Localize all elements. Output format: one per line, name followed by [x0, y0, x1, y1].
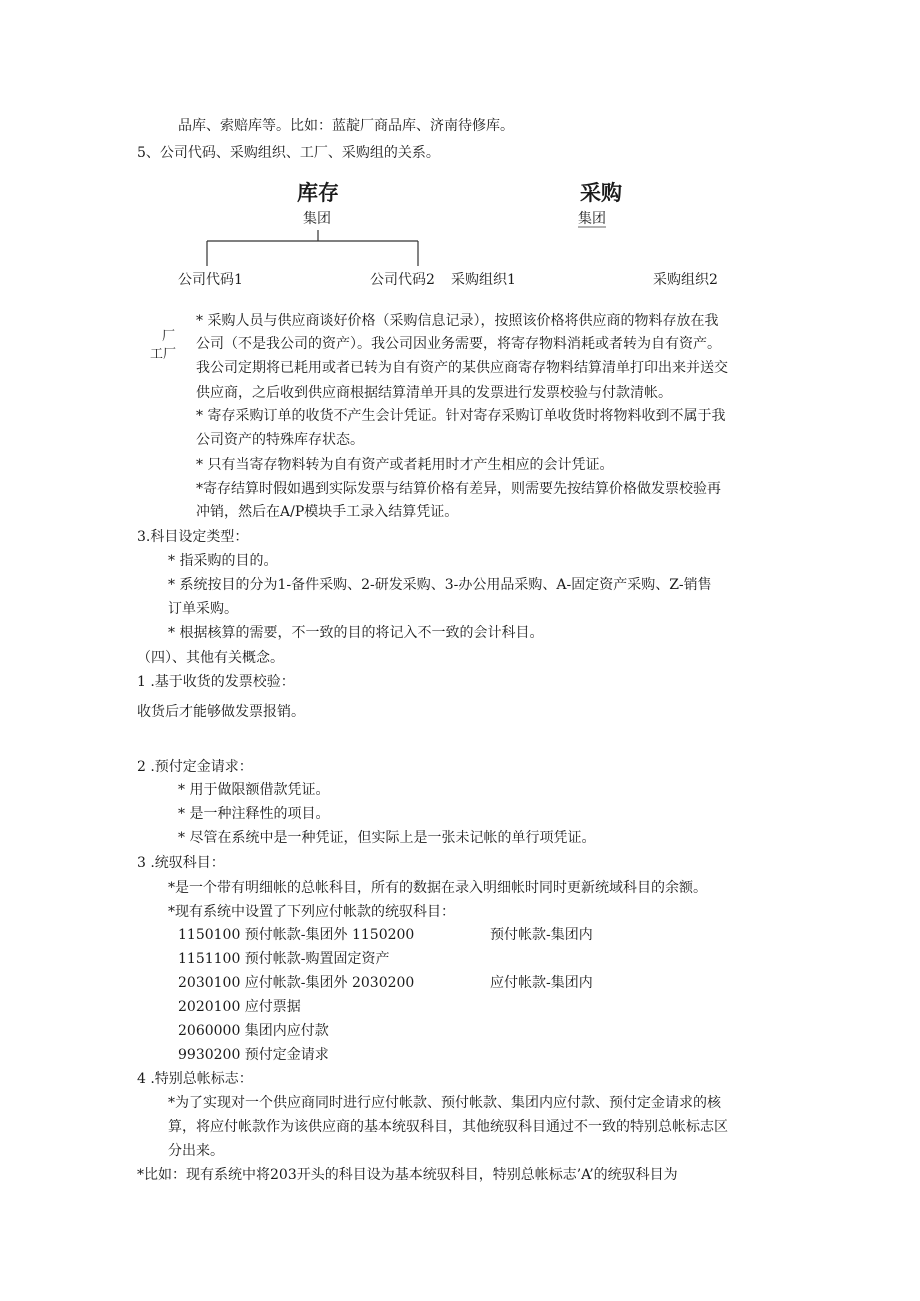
text-line: *寄存结算时假如遇到实际发票与结算价格有差异，则需要先按结算价格做发票校验再	[196, 481, 721, 497]
diagram-node-purch-org-1: 采购组织1	[451, 272, 516, 288]
text-line: * 寄存采购订单的收货不产生会计凭证。针对寄存采购订单收货时将物料收到不属于我	[196, 408, 726, 424]
account-row: 应付帐款-集团内	[490, 975, 593, 991]
account-row: 预付帐款-集团内	[490, 927, 593, 943]
bullet-item: * 尽管在系统中是一种凭证，但实际上是一张未记帐的单行项凭证。	[178, 830, 596, 846]
bullet-item: * 根据核算的需要，不一致的目的将记入不一致的会计科目。	[168, 625, 544, 641]
bullet-item: * 系统按目的分为1-备件采购、2-研发采购、3-办公用品采购、A-固定资产采购、Z-销售	[168, 577, 712, 593]
text-line: * 只有当寄存物料转为自有资产或者耗用时才产生相应的会计凭证。	[196, 457, 614, 473]
factory-mark: 工厂	[150, 347, 177, 362]
bullet-item: * 指采购的目的。	[168, 553, 278, 569]
diagram-connector-lines	[0, 0, 920, 300]
subsection-heading: 2 .预付定金请求：	[137, 759, 253, 775]
account-row: 1151100 预付帐款-购置固定资产	[178, 951, 390, 967]
subsection-heading: 1 .基于收货的发票校验：	[137, 674, 295, 690]
diagram-title-purchasing: 采购	[580, 181, 622, 205]
diagram-root-group-left: 集团	[303, 211, 331, 227]
account-row: 9930200 预付定金请求	[178, 1047, 329, 1063]
text-line: *是一个带有明细帐的总帐科目，所有的数据在录入明细帐时同时更新统域科目的余额。	[168, 880, 707, 896]
section-heading: （四）、其他有关概念。	[137, 650, 284, 666]
diagram-node-company-code-2: 公司代码2	[370, 272, 435, 288]
text-line: 订单采购。	[168, 601, 238, 617]
subsection-heading: 3 .统驭科目：	[137, 855, 225, 871]
text-line: * 采购人员与供应商谈好价格（采购信息记录），按照该价格将供应商的物料存放在我	[196, 313, 719, 329]
diagram-title-inventory: 库存	[297, 181, 339, 205]
diagram-node-purch-org-2: 采购组织2	[653, 272, 718, 288]
factory-mark: 厂	[162, 329, 176, 344]
subsection-heading: 4 .特别总帐标志：	[137, 1071, 253, 1087]
text-line: *比如：现有系统中将203开头的科目设为基本统驭科目，特别总帐标志’A’的统驭科目为	[137, 1167, 678, 1183]
text-line: 公司（不是我公司的资产）。我公司因业务需要，将寄存物料消耗或者转为自有资产。	[196, 336, 721, 352]
text-line: 公司资产的特殊库存状态。	[196, 432, 364, 448]
section-heading: 5、公司代码、采购组织、工厂、采购组的关系。	[137, 145, 440, 161]
account-row: 2020100 应付票据	[178, 999, 301, 1015]
text-line: 冲销，然后在A/P模块手工录入结算凭证。	[196, 504, 459, 520]
text-line: *现有系统中设置了下列应付帐款的统驭科目：	[168, 904, 455, 920]
section-heading: 3.科目设定类型：	[137, 529, 249, 545]
text-line: 分出来。	[168, 1143, 224, 1159]
bullet-item: * 用于做限额借款凭证。	[178, 782, 330, 798]
account-row: 2060000 集团内应付款	[178, 1023, 329, 1039]
text-line: *为了实现对一个供应商同时进行应付帐款、预付帐款、集团内应付款、预付定金请求的核	[168, 1095, 721, 1111]
text-line: 收货后才能够做发票报销。	[137, 704, 305, 720]
text-line: 算，将应付帐款作为该供应商的基本统驭科目，其他统驭科目通过不一致的特别总帐标志区	[168, 1119, 728, 1135]
diagram-node-company-code-1: 公司代码1	[178, 272, 243, 288]
text-line: 我公司定期将已耗用或者已转为自有资产的某供应商寄存物料结算清单打印出来并送交	[196, 360, 728, 376]
diagram-root-group-right: 集团	[578, 211, 606, 227]
account-row: 1150100 预付帐款-集团外 1150200	[178, 927, 415, 943]
text-line: 供应商，之后收到供应商根据结算清单开具的发票进行发票校验与付款清帐。	[196, 385, 672, 401]
text-line: 品库、索赔库等。比如：蓝靛厂商品库、济南待修库。	[178, 118, 514, 134]
bullet-item: * 是一种注释性的项目。	[178, 806, 330, 822]
account-row: 2030100 应付帐款-集团外 2030200	[178, 975, 415, 991]
